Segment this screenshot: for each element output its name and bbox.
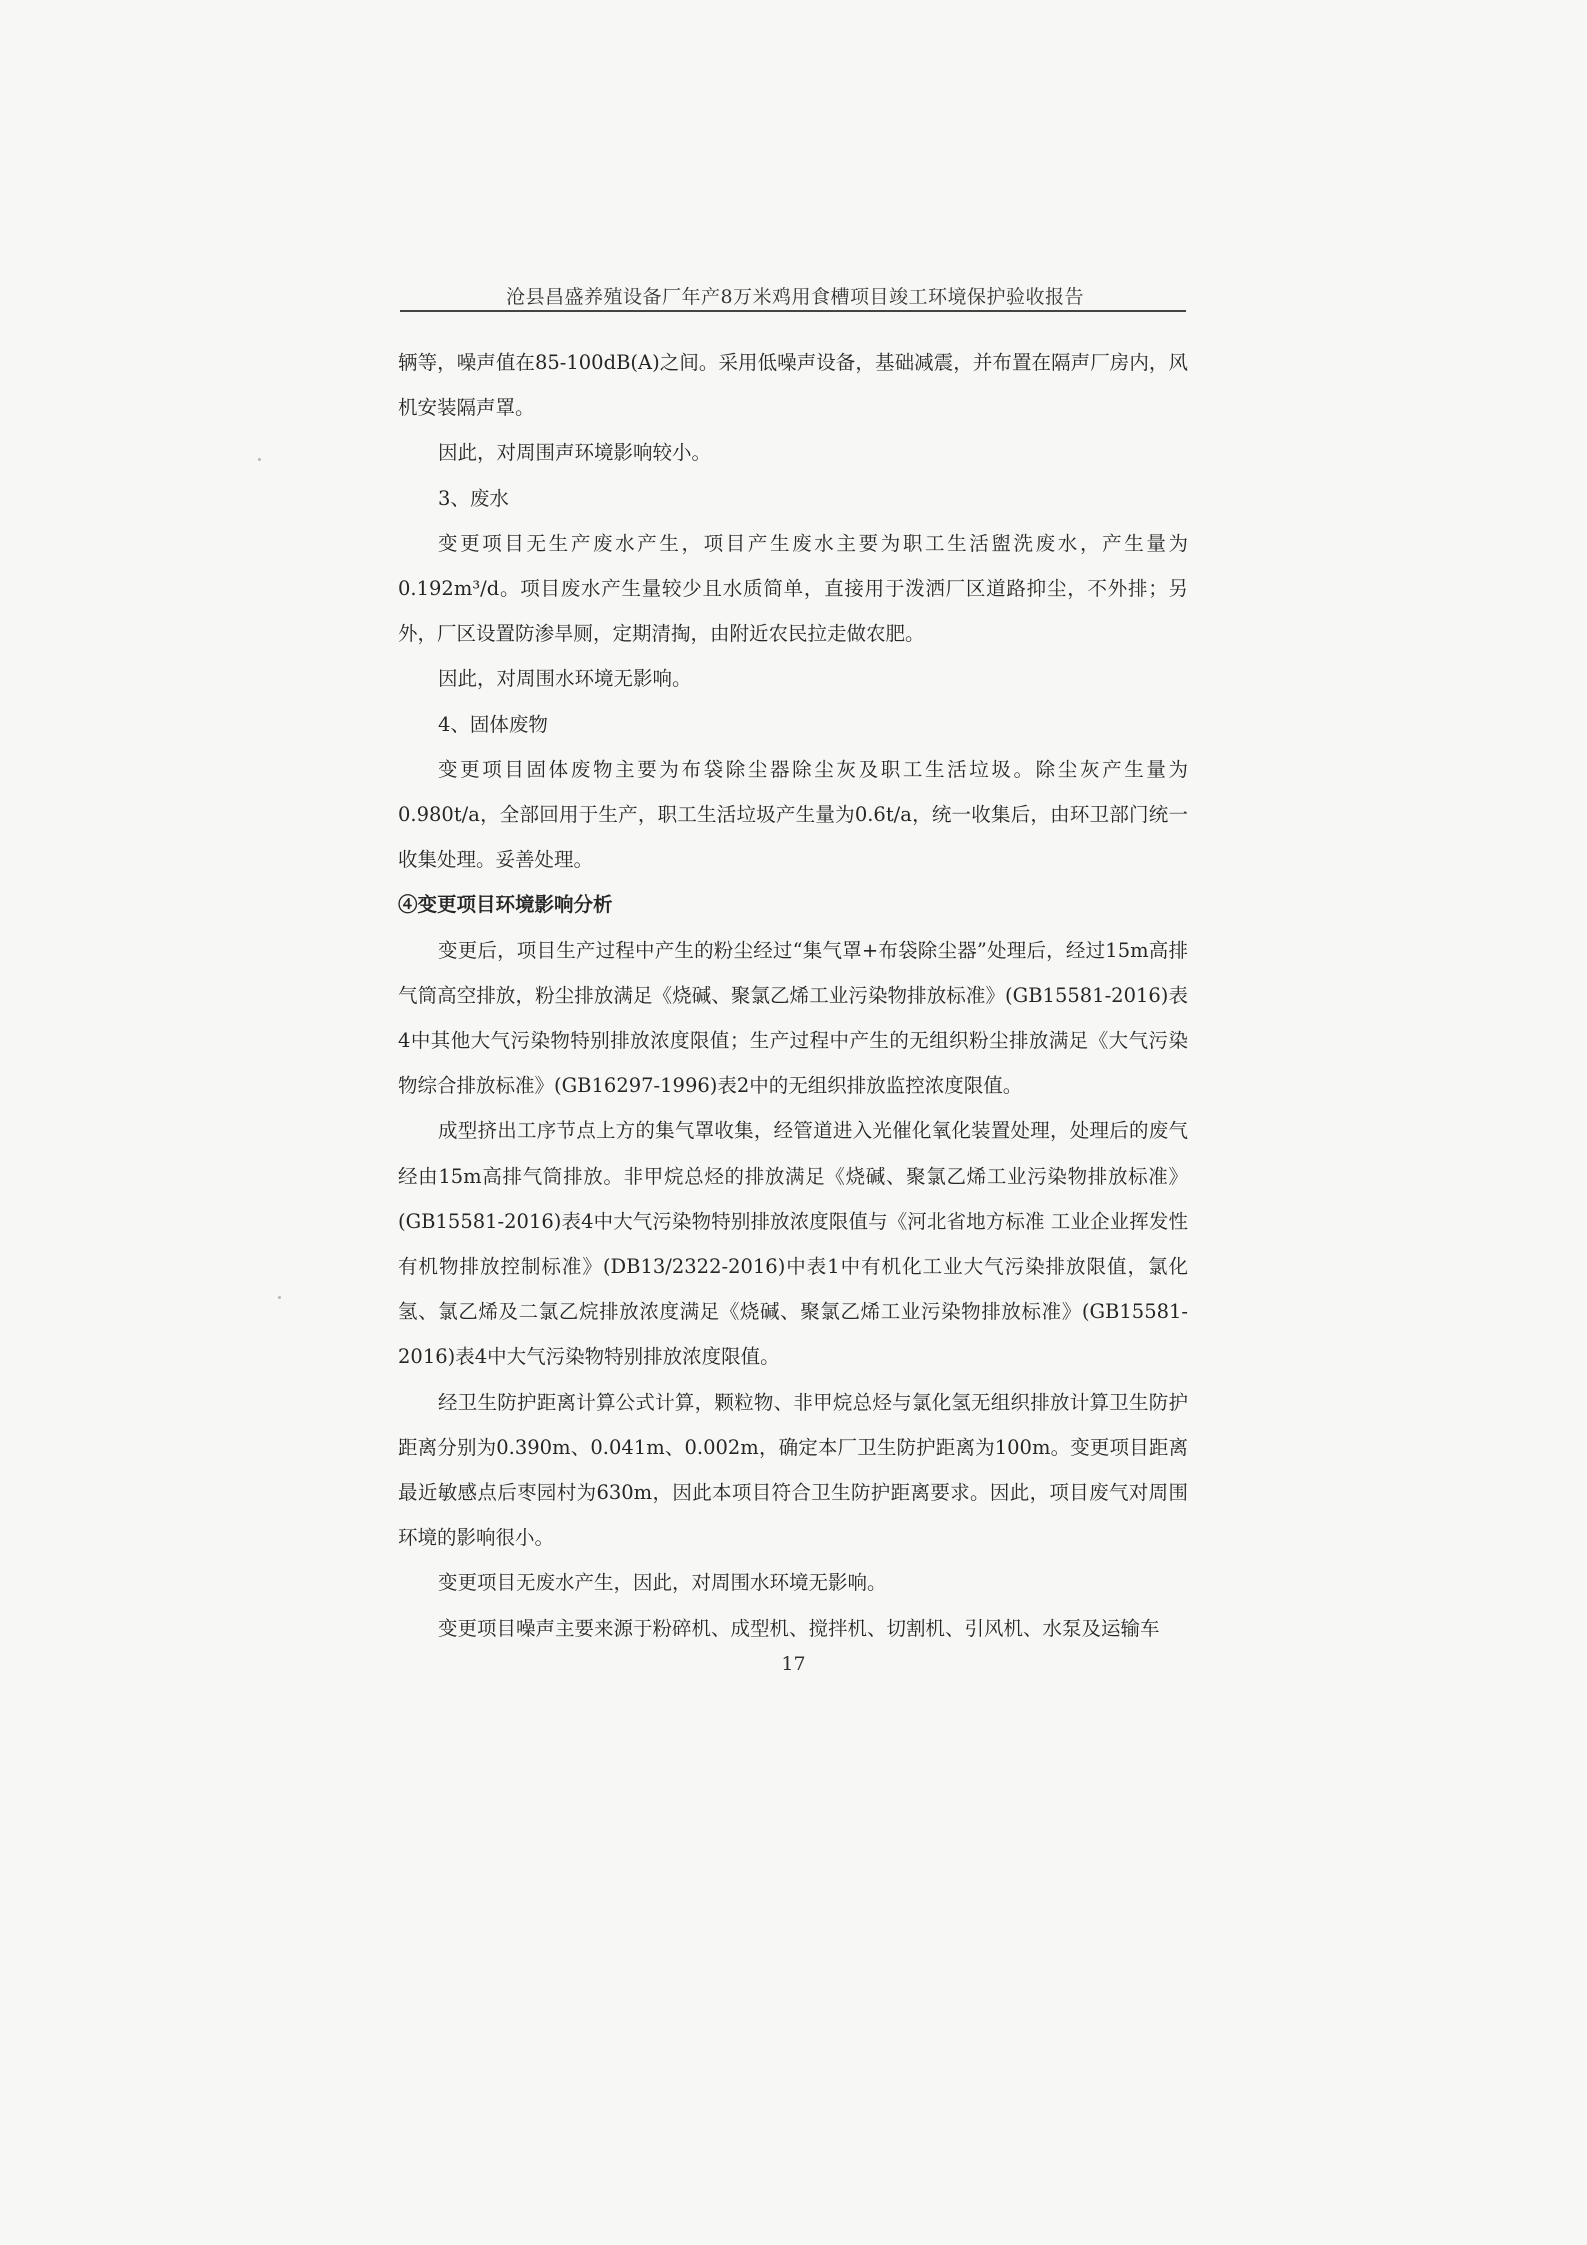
heading-environmental-impact: ④变更项目环境影响分析: [398, 893, 613, 917]
paragraph-dust-emission: 变更后，项目生产过程中产生的粉尘经过“集气罩+布袋除尘器”处理后，经过15m高排气筒高空排放，粉尘排放满足《烧碱、聚氯乙烯工业污染物排放标准》(GB15581-2016)表4中其他大气污染物特别排放浓度限值；生产过程中产生的无组织粉尘排放满足《大气污染物综合排放标准》(GB16297-1996)表2中的无组织排放监控浓度限值。: [398, 938, 1188, 1098]
paragraph-wastewater: 变更项目无生产废水产生，项目产生废水主要为职工生活盥洗废水，产生量为0.192m³/d。项目废水产生量较少且水质简单，直接用于泼洒厂区道路抑尘，不外排；另外，厂区设置防渗旱厕，定期清掏，由附近农民拉走做农肥。: [398, 531, 1188, 646]
document-body: [398, 340, 1188, 1651]
page-number: 17: [781, 1653, 806, 1675]
paragraph-noise-continued: 辆等，噪声值在85-100dB(A)之间。采用低噪声设备，基础减震，并布置在隔声厂房内，风机安装隔声罩。: [398, 351, 1188, 420]
scan-speck: [278, 1296, 281, 1299]
heading-solid-waste: 4、固体废物: [438, 712, 548, 736]
scan-speck: [258, 458, 261, 461]
paragraph-solid-waste: 变更项目固体废物主要为布袋除尘器除尘灰及职工生活垃圾。除尘灰产生量为0.980t/a，全部回用于生产，职工生活垃圾产生量为0.6t/a，统一收集后，由环卫部门统一收集处理。妥善处理。: [398, 757, 1188, 872]
paragraph-exhaust-gas: 成型挤出工序节点上方的集气罩收集，经管道进入光催化氧化装置处理，处理后的废气经由15m高排气筒排放。非甲烷总烃的排放满足《烧碱、聚氯乙烯工业污染物排放标准》(GB15581-2016)表4中大气污染物特别排放浓度限值与《河北省地方标准 工业企业挥发性有机物排放控制标准》(DB13/2322-2016)中表1中有机化工业大气污染排放限值，氯化氢、氯乙烯及二氯乙烷排放浓度满足《烧碱、聚氯乙烯工业污染物排放标准》(GB15581-2016)表4中大气污染物特别排放浓度限值。: [398, 1119, 1188, 1369]
running-header: 沧县昌盛养殖设备厂年产8万米鸡用食槽项目竣工环境保护验收报告: [505, 286, 1085, 308]
paragraph-protection-distance: 经卫生防护距离计算公式计算，颗粒物、非甲烷总烃与氯化氢无组织排放计算卫生防护距离分别为0.390m、0.041m、0.002m，确定本厂卫生防护距离为100m。变更项目距离最近敏感点后枣园村为630m，因此本项目符合卫生防护距离要求。因此，项目废气对周围环境的影响很小。: [398, 1390, 1188, 1550]
paragraph-noise-sources: 变更项目噪声主要来源于粉碎机、成型机、搅拌机、切割机、引风机、水泵及运输车: [438, 1616, 1160, 1640]
paragraph-wastewater-conclusion: 因此，对周围水环境无影响。: [438, 667, 692, 691]
heading-wastewater: 3、废水: [438, 486, 509, 510]
header-rule: [400, 310, 1186, 312]
paragraph-noise-conclusion: 因此，对周围声环境影响较小。: [438, 441, 712, 465]
paragraph-no-wastewater: 变更项目无废水产生，因此，对周围水环境无影响。: [438, 1571, 887, 1595]
